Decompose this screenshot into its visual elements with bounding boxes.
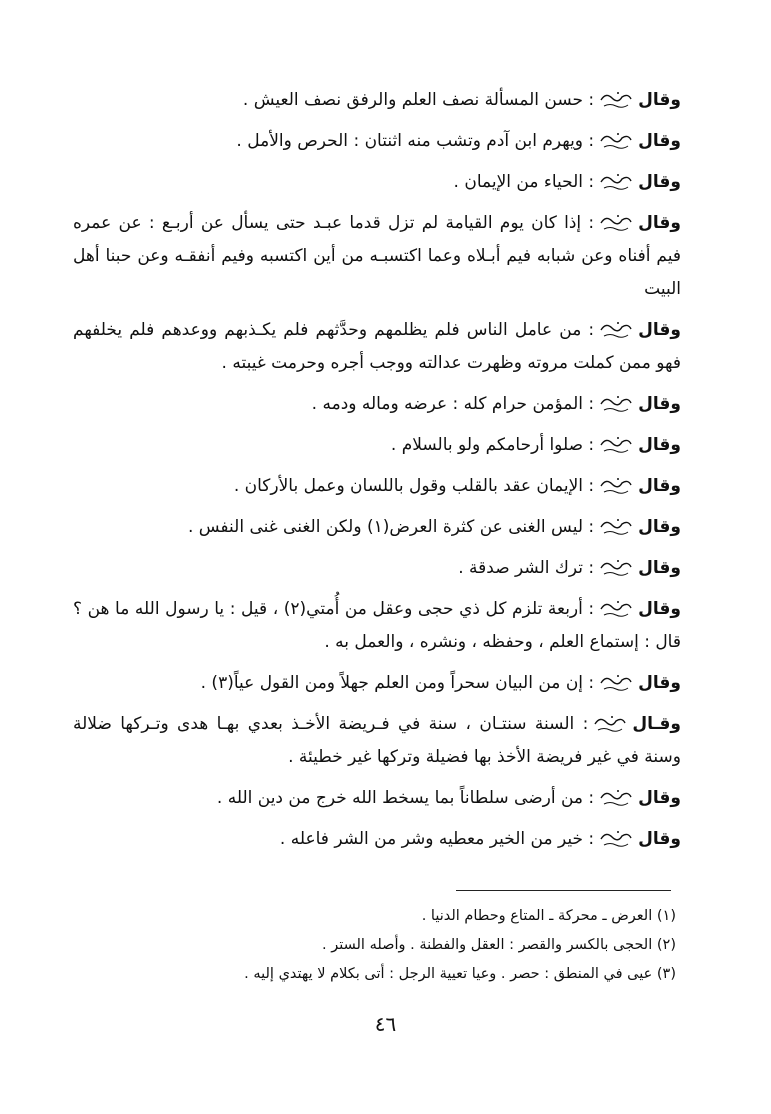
salawat-calligraphy-icon [598,393,634,415]
entry-lead: وقال [638,517,681,537]
hadith-entry [73,470,681,503]
salawat-calligraphy-icon [598,319,634,341]
hadith-entry [73,511,681,544]
entry-text: : ترك الشر صدقة . [458,558,595,578]
entry-lead: وقال [638,558,681,578]
hadith-entry [73,166,681,199]
salawat-calligraphy-icon [598,672,634,694]
entry-lead: وقال [638,788,681,808]
entry-text: : إذا كان يوم القيامة لم تزل قدما عبـد حتى يسأل عن أربـع : عن عمره فيم أفناه وعن شبابه فيم أبـلاه وعما اكتسبـه من أين اكتسبه وفيم أنفقـه وعن حبنا أهل البيت [73,213,681,299]
entry-lead: وقال [638,673,681,693]
hadith-list [73,84,681,864]
entry-text: : ويهرم ابن آدم وتشب منه اثنتان : الحرص والأمل . [236,131,595,151]
entry-lead: وقال [638,213,681,233]
hadith-entry [73,552,681,585]
page-number: ٤٦ [374,1012,397,1036]
salawat-calligraphy-icon [598,598,634,620]
footnote: (٢) الحجى بالكسر والقصر : العقل والفطنة . وأصله الستر . [321,937,676,953]
entry-text: : أربعة تلزم كل ذي حجى وعقل من أُمتي(٢) ، قيل : يا رسول الله ما هن ؟ قال : إستماع العلم ، وحفظه ، ونشره ، والعمل به . [73,599,681,652]
footnote: (٣) عيى في المنطق : حصر . وعيا تعيية الرجل : أتى بكلام لا يهتدي إليه . [244,966,676,982]
salawat-calligraphy-icon [598,475,634,497]
hadith-entry [73,314,681,380]
entry-text: : إن من البيان سحراً ومن العلم جهلاً ومن القول عياً(٣) . [200,673,595,693]
entry-lead: وقال [638,829,681,849]
hadith-entry [73,823,681,856]
salawat-calligraphy-icon [598,89,634,111]
hadith-entry [73,593,681,659]
hadith-entry [73,667,681,700]
footnote: (١) العرض ـ محركة ـ المتاع وحطام الدنيا . [421,908,676,924]
salawat-calligraphy-icon [598,212,634,234]
entry-text: : صلوا أرحامكم ولو بالسلام . [390,435,595,455]
hadith-entry [73,207,681,306]
entry-text: : خير من الخير معطيه وشر من الشر فاعله . [279,829,595,849]
entry-text: : من أرضى سلطاناً بما يسخط الله خرج من دين الله . [216,788,595,808]
hadith-entry [73,782,681,815]
entry-lead: وقال [638,172,681,192]
salawat-calligraphy-icon [598,557,634,579]
entry-text: : المؤمن حرام كله : عرضه وماله ودمه . [311,394,595,414]
entry-text: : من عامل الناس فلم يظلمهم وحدَّثهم فلم يكـذبهم ووعدهم فلم يخلفهم فهو ممن كملت مروته وظهرت عدالته ووجب أجره وحرمت غيبته . [73,320,681,373]
hadith-entry [73,125,681,158]
salawat-calligraphy-icon [598,434,634,456]
entry-lead: وقـال [632,714,681,734]
salawat-calligraphy-icon [598,130,634,152]
salawat-calligraphy-icon [598,171,634,193]
salawat-calligraphy-icon [598,516,634,538]
hadith-entry [73,84,681,117]
salawat-calligraphy-icon [598,787,634,809]
footnotes [76,902,676,989]
entry-text: : ليس الغنى عن كثرة العرض(١) ولكن الغنى غنى النفس . [187,517,595,537]
hadith-entry [73,708,681,774]
entry-lead: وقال [638,131,681,151]
entry-text: : الإيمان عقد بالقلب وقول باللسان وعمل بالأركان . [233,476,595,496]
entry-lead: وقال [638,599,681,619]
entry-lead: وقال [638,320,681,340]
entry-lead: وقال [638,476,681,496]
salawat-calligraphy-icon [592,713,628,735]
hadith-entry [73,388,681,421]
entry-lead: وقال [638,90,681,110]
entry-text: : السنة سنتـان ، سنة في فـريضة الأخـذ بعدي بهـا هدى وتـركها ضلالة وسنة في غير فريضة الأخذ بها فضيلة وتركها غير خطيئة . [73,714,681,767]
hadith-entry [73,429,681,462]
entry-text: : حسن المسألة نصف العلم والرفق نصف العيش . [242,90,595,110]
entry-lead: وقال [638,394,681,414]
footnote-separator [456,890,671,891]
entry-text: : الحياء من الإيمان . [453,172,595,192]
entry-lead: وقال [638,435,681,455]
salawat-calligraphy-icon [598,828,634,850]
